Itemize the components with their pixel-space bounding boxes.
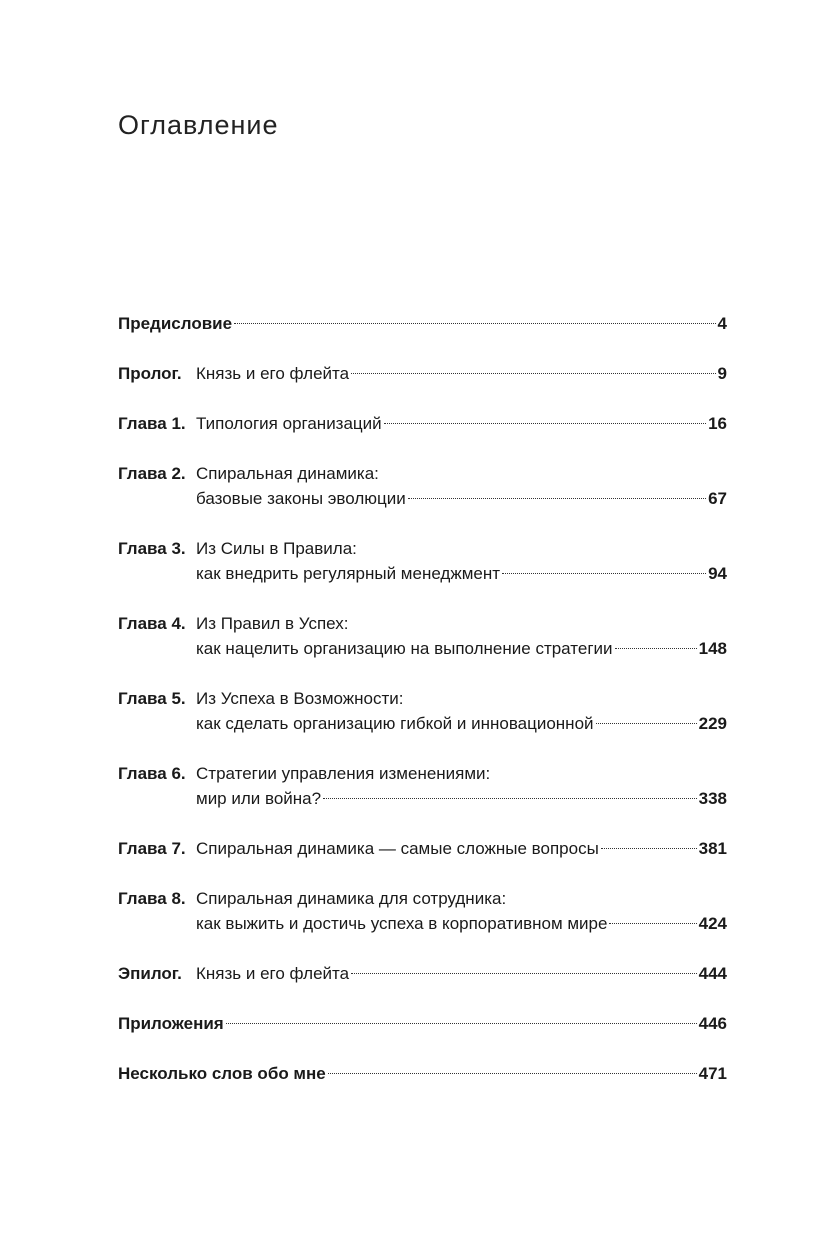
toc-entry-label: Глава 4.: [118, 614, 186, 633]
leader-dots: [609, 923, 696, 924]
toc-entry-title: Из Силы в Правила:: [196, 539, 357, 558]
toc-entry-page: 4: [717, 314, 727, 333]
leader-dots: [596, 723, 697, 724]
toc-entry-subtitle: базовые законы эволюции: [196, 489, 406, 508]
toc-entry-page: 9: [717, 364, 727, 383]
toc-entry-page: 444: [698, 964, 727, 983]
toc-entry-subtitle: мир или война?: [196, 789, 322, 808]
page-title: Оглавление: [118, 110, 279, 140]
toc-entry-title: Типология организаций: [196, 414, 382, 433]
toc-entry-page: 446: [698, 1014, 727, 1033]
toc-entry-page: 424: [698, 914, 727, 933]
leader-dots: [226, 1023, 697, 1024]
toc-entry-chapter-3[interactable]: [118, 536, 727, 586]
toc-entry-page: 229: [698, 714, 727, 733]
leader-dots: [328, 1073, 697, 1074]
toc-entry-page: 338: [698, 789, 727, 808]
toc-entry-label: Глава 1.: [118, 414, 186, 433]
toc-entry-chapter-5[interactable]: [118, 686, 727, 736]
toc-entry-subtitle: как сделать организацию гибкой и инновационной: [196, 714, 594, 733]
toc-entry-epilogue[interactable]: [118, 961, 727, 986]
toc-entry-label: Глава 6.: [118, 764, 186, 783]
toc-entry-appendices[interactable]: [118, 1011, 727, 1036]
toc-entry-title: Стратегии управления изменениями:: [196, 764, 491, 783]
toc-entry-page: 148: [698, 639, 727, 658]
toc-entry-page: 67: [708, 489, 727, 508]
toc-entry-subtitle: как нацелить организацию на выполнение стратегии: [196, 639, 613, 658]
toc-entry-title: Из Успеха в Возможности:: [196, 689, 404, 708]
toc-entry-about-author[interactable]: [118, 1061, 727, 1086]
leader-dots: [323, 798, 697, 799]
leader-dots: [615, 648, 697, 649]
toc-entry-label: Пролог.: [118, 364, 182, 383]
leader-dots: [351, 973, 697, 974]
toc-entry-chapter-4[interactable]: [118, 611, 727, 661]
toc-entry-chapter-8[interactable]: [118, 886, 727, 936]
table-of-contents: [118, 311, 727, 1111]
toc-entry-title: Князь и его флейта: [196, 364, 350, 383]
toc-entry-title: Из Правил в Успех:: [196, 614, 349, 633]
toc-entry-label: Глава 8.: [118, 889, 186, 908]
toc-entry-preface[interactable]: [118, 311, 727, 336]
toc-entry-chapter-1[interactable]: [118, 411, 727, 436]
toc-entry-subtitle: как выжить и достичь успеха в корпоративном мире: [196, 914, 608, 933]
toc-entry-prologue[interactable]: [118, 361, 727, 386]
toc-entry-title: Спиральная динамика:: [196, 464, 379, 483]
toc-entry-page: 471: [698, 1064, 727, 1083]
toc-entry-label: Эпилог.: [118, 964, 182, 983]
toc-entry-label: Глава 3.: [118, 539, 186, 558]
leader-dots: [351, 373, 715, 374]
toc-entry-title: Спиральная динамика для сотрудника:: [196, 889, 507, 908]
toc-entry-title: Князь и его флейта: [196, 964, 350, 983]
toc-entry-label: Приложения: [118, 1014, 224, 1033]
toc-entry-label: Глава 2.: [118, 464, 186, 483]
leader-dots: [384, 423, 706, 424]
toc-entry-label: Глава 5.: [118, 689, 186, 708]
toc-entry-chapter-2[interactable]: [118, 461, 727, 511]
leader-dots: [234, 323, 715, 324]
leader-dots: [601, 848, 697, 849]
toc-entry-chapter-6[interactable]: [118, 761, 727, 811]
toc-entry-page: 16: [708, 414, 727, 433]
toc-entry-page: 94: [708, 564, 727, 583]
toc-entry-label: Глава 7.: [118, 839, 186, 858]
leader-dots: [408, 498, 706, 499]
toc-entry-chapter-7[interactable]: [118, 836, 727, 861]
toc-entry-label: Предисловие: [118, 314, 233, 333]
toc-entry-label: Несколько слов обо мне: [118, 1064, 326, 1083]
toc-entry-subtitle: как внедрить регулярный менеджмент: [196, 564, 501, 583]
toc-entry-page: 381: [698, 839, 727, 858]
toc-entry-title: Спиральная динамика — самые сложные вопросы: [196, 839, 599, 858]
leader-dots: [502, 573, 706, 574]
